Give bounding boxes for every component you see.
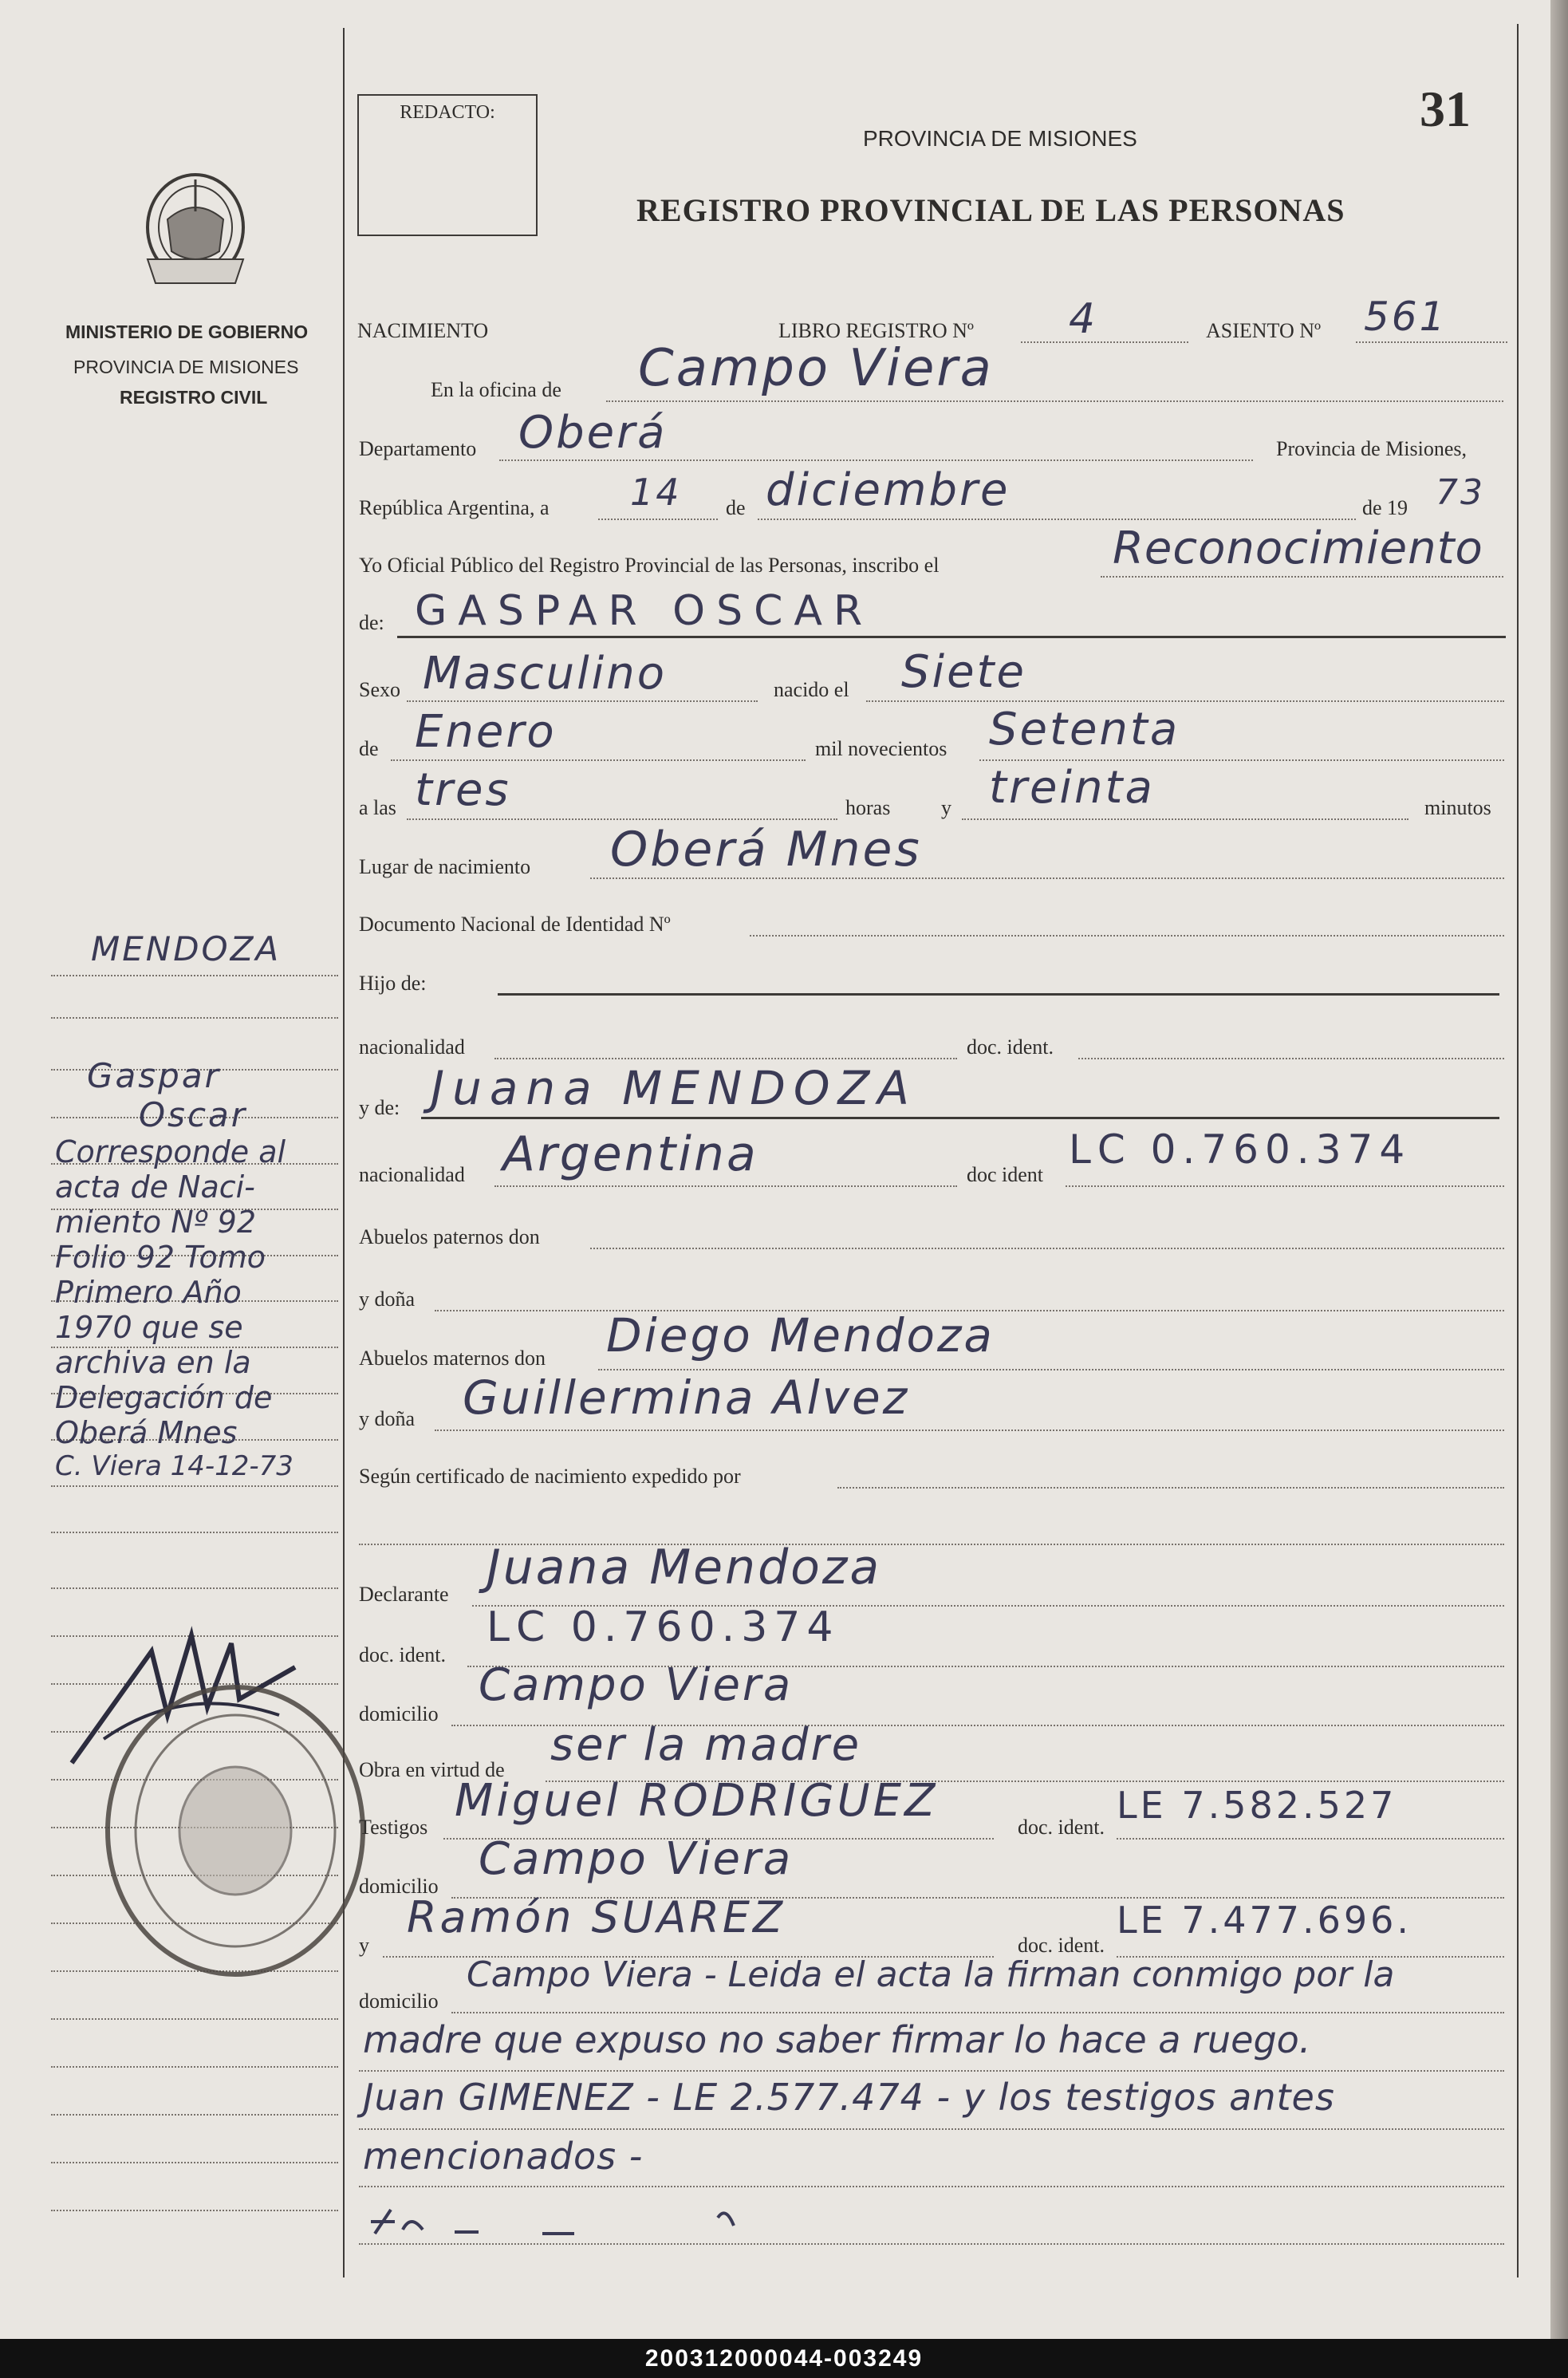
value-madre: Juana MENDOZA [431, 1061, 917, 1115]
sidebar-registry: REGISTRO CIVIL [120, 387, 268, 408]
value-testigo2-doc: LE 7.477.696. [1117, 1899, 1412, 1942]
label-obra: Obra en virtud de [359, 1758, 505, 1781]
margin-note [51, 929, 346, 1482]
label-de-mes: de [359, 737, 379, 760]
value-mes-nac: Enero [415, 706, 557, 758]
label-dni: Documento Nacional de Identidad Nº [359, 913, 671, 936]
label-minutos: minutos [1424, 796, 1491, 819]
value-testigo1-dom: Campo Viera [479, 1833, 794, 1885]
label-domicilio-testigo1: domicilio [359, 1875, 439, 1898]
value-anio-nac: Setenta [989, 704, 1180, 755]
label-hijo: Hijo de: [359, 972, 427, 995]
label-asiento: ASIENTO Nº [1206, 319, 1322, 342]
sidebar-ministry: MINISTERIO DE GOBIERNO [65, 321, 309, 342]
header-title: REGISTRO PROVINCIAL DE LAS PERSONAS [636, 192, 1345, 228]
closing-mark [367, 2202, 766, 2246]
label-y: y [941, 796, 951, 819]
value-testigo2-dom: Campo Viera - Leida el acta la firman conmigo por la [467, 1954, 1395, 1995]
label-testigos: Testigos [359, 1816, 428, 1839]
label-doc-ident-testigo1: doc. ident. [1018, 1816, 1105, 1839]
observation-line-2: Juan GIMENEZ - LE 2.577.474 - y los testigos antes [363, 2076, 1335, 2119]
margin-note-line: acta de Naci- [55, 1169, 255, 1205]
value-departamento: Oberá [518, 407, 668, 459]
value-oficina: Campo Viera [638, 339, 994, 398]
label-lugar: Lugar de nacimiento [359, 855, 531, 878]
margin-note-line: Primero Año [55, 1275, 242, 1310]
value-madre-nac: Argentina [502, 1126, 758, 1182]
margin-note-line: Oscar [139, 1095, 248, 1134]
value-nombre: GASPAR OSCAR [415, 587, 874, 635]
label-sexo: Sexo [359, 678, 400, 701]
label-a-las: a las [359, 796, 396, 819]
label-provincia: Provincia de Misiones, [1276, 437, 1468, 460]
value-anio: 73 [1436, 472, 1485, 513]
margin-note-line: 1970 que se [55, 1310, 243, 1345]
coat-of-arms-seal [132, 164, 259, 303]
value-obra: ser la madre [550, 1719, 862, 1771]
right-margin-rule [1517, 24, 1519, 2277]
value-testigo2: Ramón SUAREZ [407, 1892, 786, 1942]
margin-note-line: Folio 92 Tomo [55, 1240, 266, 1275]
label-doc-ident-madre: doc ident [967, 1163, 1044, 1186]
label-nacionalidad: nacionalidad [359, 1035, 465, 1059]
label-de-19: de 19 [1362, 496, 1408, 519]
label-departamento: Departamento [359, 437, 477, 460]
official-round-stamp [100, 1679, 371, 1986]
label-yo-oficial: Yo Oficial Público del Registro Provincial de las Personas, inscribo el [359, 554, 940, 577]
value-lugar: Oberá Mnes [610, 822, 922, 877]
value-nacido: Siete [901, 646, 1026, 698]
page-number: 31 [1420, 81, 1471, 137]
label-de: de [726, 496, 746, 519]
label-doc-ident: doc. ident. [967, 1035, 1054, 1059]
label-libro: LIBRO REGISTRO Nº [778, 319, 974, 342]
value-declarante-doc: LC 0.760.374 [487, 1603, 840, 1651]
value-abuela-materna: Guillermina Alvez [463, 1370, 910, 1425]
label-domicilio-testigo2: domicilio [359, 1990, 439, 2013]
value-dia: 14 [630, 471, 682, 514]
label-nacido: nacido el [774, 678, 849, 701]
margin-note-line: MENDOZA [91, 929, 282, 968]
redacto-label: REDACTO: [400, 102, 495, 123]
value-declarante-dom: Campo Viera [479, 1659, 794, 1711]
value-libro: 4 [1069, 295, 1098, 343]
archive-code: 200312000044-003249 [0, 2339, 1568, 2378]
margin-note-line: Corresponde al [55, 1134, 286, 1169]
sidebar-province: PROVINCIA DE MISIONES [73, 357, 299, 377]
label-de-nombre: de: [359, 611, 384, 634]
page-edge [1550, 0, 1568, 2339]
observation-line-3: mencionados - [363, 2135, 644, 2178]
label-declarante: Declarante [359, 1583, 449, 1606]
value-madre-doc: LC 0.760.374 [1069, 1126, 1412, 1173]
value-asiento: 561 [1364, 294, 1448, 340]
margin-note-line: Delegación de [55, 1380, 273, 1415]
label-segun: Según certificado de nacimiento expedido por [359, 1465, 741, 1488]
label-doc-ident-declarante: doc. ident. [359, 1643, 447, 1666]
observation-line-1: madre que expuso no saber firmar lo hace a ruego. [363, 2018, 1311, 2061]
margin-note-line: Gaspar [87, 1056, 221, 1095]
label-domicilio-declarante: domicilio [359, 1702, 439, 1725]
label-y-dona-materna: y doña [359, 1407, 416, 1430]
value-testigo1-doc: LE 7.582.527 [1117, 1784, 1397, 1827]
margin-note-line: Oberá Mnes [55, 1415, 238, 1450]
label-mil: mil novecientos [815, 737, 947, 760]
value-mes: diciembre [766, 464, 1011, 516]
label-abuelos-paternos: Abuelos paternos don [359, 1225, 540, 1248]
value-inscribo: Reconocimiento [1113, 523, 1483, 574]
label-nacimiento: NACIMIENTO [357, 319, 489, 342]
label-y-testigo2: y [359, 1934, 369, 1957]
header-province: PROVINCIA DE MISIONES [863, 126, 1137, 151]
value-declarante: Juana Mendoza [487, 1540, 882, 1595]
margin-note-line: miento Nº 92 [55, 1205, 257, 1240]
label-doc-ident-testigo2: doc. ident. [1018, 1934, 1105, 1957]
margin-note-line: archiva en la [55, 1345, 251, 1380]
value-hora: tres [415, 764, 511, 816]
label-oficina: En la oficina de [431, 378, 561, 401]
value-testigo1: Miguel RODRIGUEZ [455, 1775, 939, 1827]
value-abuelo-materno: Diego Mendoza [606, 1308, 995, 1363]
label-y-dona-paterna: y doña [359, 1288, 416, 1311]
margin-note-line: C. Viera 14-12-73 [55, 1450, 294, 1482]
redacto-box [357, 94, 538, 236]
label-abuelos-maternos: Abuelos maternos don [359, 1347, 546, 1370]
label-republica: República Argentina, a [359, 496, 550, 519]
label-y-de: y de: [359, 1096, 400, 1119]
value-sexo: Masculino [423, 648, 667, 700]
value-minutos: treinta [989, 762, 1155, 814]
label-horas: horas [845, 796, 891, 819]
label-nacionalidad-madre: nacionalidad [359, 1163, 465, 1186]
